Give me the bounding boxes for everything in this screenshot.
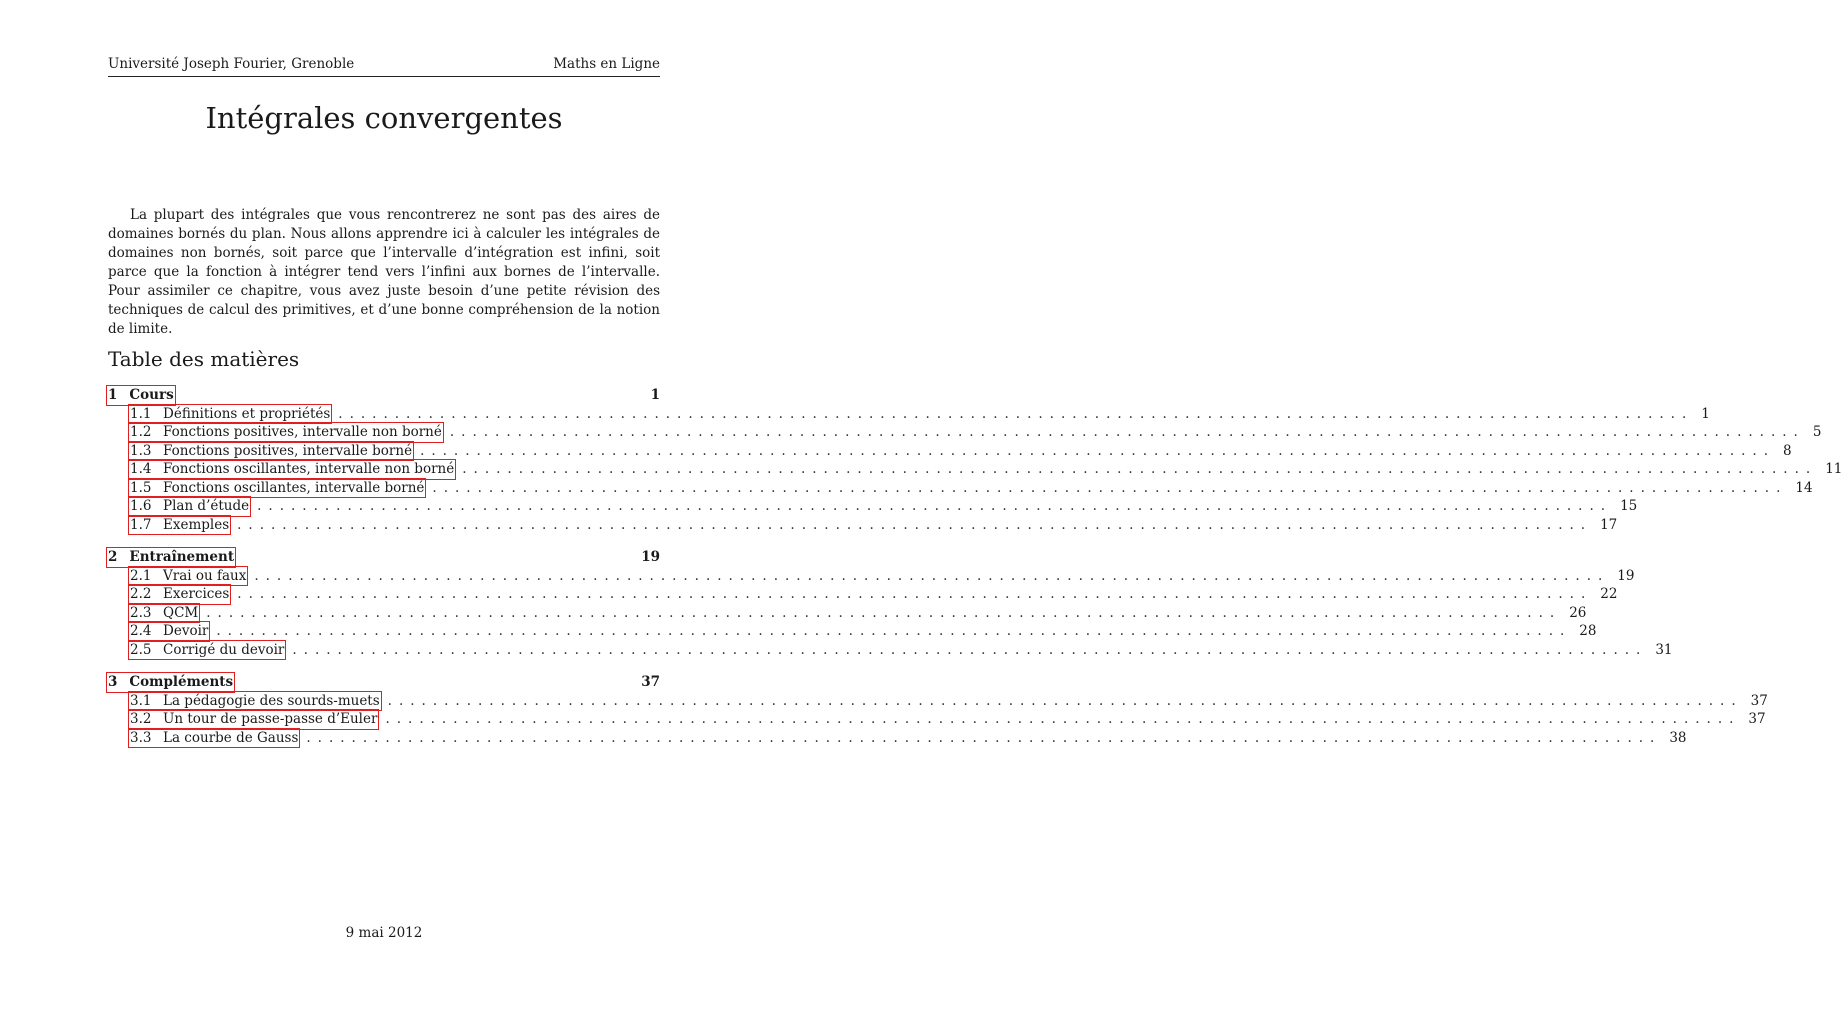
toc-entry-number: 2.3 [130, 604, 152, 621]
toc-entry [108, 422, 1822, 441]
toc-entry [108, 515, 1618, 534]
toc-entry-page: 22 [1600, 586, 1618, 602]
toc-entry-page: 8 [1783, 442, 1792, 459]
toc-entry-page: 1 [1701, 405, 1710, 422]
toc-entry-page: 28 [1579, 623, 1597, 639]
toc-section-link[interactable] [106, 385, 176, 406]
toc-section [108, 672, 1768, 746]
toc-entry-title: Devoir [163, 623, 209, 639]
toc-section-title: Entraînement [129, 549, 235, 565]
toc-dot-leader: ........................................................................................................................ [420, 442, 1776, 459]
toc-entry-page: 15 [1620, 498, 1638, 514]
toc-entry [108, 728, 1687, 747]
toc-entry [108, 566, 1635, 585]
toc-entry-link[interactable] [128, 603, 200, 624]
toc-section-link[interactable] [106, 672, 235, 693]
toc-section-title: Cours [129, 387, 174, 403]
toc-entry [108, 478, 1813, 497]
toc-entry-title: Exercices [163, 586, 230, 602]
toc-entry [108, 584, 1618, 603]
toc-entry-title: Corrigé du devoir [163, 641, 285, 658]
toc-entry-number: 1.6 [130, 498, 152, 514]
toc-section-row [108, 547, 660, 566]
running-header [108, 55, 660, 73]
toc-entry-page: 37 [1750, 692, 1768, 709]
toc-dot-leader: ........................................................................................................................ [254, 567, 1610, 584]
toc-entry [108, 603, 1587, 622]
toc-dot-leader: ........................................................................................................................ [462, 461, 1818, 477]
toc-entry-link[interactable] [128, 496, 251, 517]
toc-dot-leader: ........................................................................................................................ [216, 623, 1572, 639]
toc-entry-number: 1.4 [130, 461, 152, 477]
toc-entry-link[interactable] [128, 691, 382, 712]
toc-dot-leader: ........................................................................................................................ [237, 516, 1593, 533]
toc-entry-link[interactable] [128, 621, 210, 642]
footer-date: 9 mai 2012 [345, 925, 423, 941]
toc-entry-number: 3.2 [130, 711, 152, 727]
toc-entry-page: 26 [1569, 604, 1587, 621]
toc-entry-number: 1.7 [130, 516, 152, 533]
toc-entry-title: QCM [163, 604, 199, 621]
header-course: Maths en Ligne [553, 56, 660, 72]
toc-entry-page: 37 [1748, 711, 1766, 727]
toc-entry-link[interactable] [128, 404, 332, 425]
toc-entry [108, 640, 1673, 659]
toc-entry-page: 19 [1617, 567, 1635, 584]
toc-entry-link[interactable] [128, 515, 231, 536]
toc-dot-leader: ........................................................................................................................ [292, 641, 1648, 658]
toc-section-row [108, 385, 660, 404]
toc-entry [108, 621, 1597, 640]
toc-entry-link[interactable] [128, 640, 286, 661]
toc-dot-leader: ........................................................................................................................ [237, 586, 1593, 602]
toc-entry-link[interactable] [128, 566, 248, 587]
toc-entry-title: Un tour de passe-passe d’Euler [163, 711, 378, 727]
toc-entry-page: 11 [1825, 461, 1842, 477]
toc-entry-number: 2.2 [130, 586, 152, 602]
toc-entry-title: La courbe de Gauss [163, 729, 299, 746]
toc-entry-link[interactable] [128, 728, 300, 749]
toc-entry-title: Fonctions positives, intervalle borné [163, 442, 413, 459]
toc-section-row [108, 672, 660, 691]
toc-entry-number: 1.5 [130, 479, 152, 496]
toc-entry-title: Vrai ou faux [163, 567, 247, 584]
toc-entry-number: 3.1 [130, 692, 152, 709]
toc-entry-link[interactable] [128, 478, 426, 499]
toc-entry-link[interactable] [128, 441, 414, 462]
toc-entry-number: 2.1 [130, 567, 152, 584]
toc-entry [108, 441, 1792, 460]
toc-entry-page: 17 [1600, 516, 1618, 533]
toc-entry-title: Fonctions positives, intervalle non borné [163, 424, 442, 440]
toc-section-number: 2 [108, 549, 118, 565]
toc-entry-link[interactable] [128, 459, 456, 480]
toc-section-page: 19 [641, 549, 660, 565]
document-title: Intégrales convergentes [205, 101, 563, 135]
toc-section-link[interactable] [106, 547, 236, 568]
toc-entry-title: Plan d’étude [163, 498, 250, 514]
toc-dot-leader: ........................................................................................................................ [432, 479, 1788, 496]
toc-entry-number: 1.2 [130, 424, 152, 440]
toc-dot-leader: ........................................................................................................................ [257, 498, 1613, 514]
toc-entry-number: 3.3 [130, 729, 152, 746]
toc-dot-leader: ........................................................................................................................ [206, 604, 1562, 621]
toc-entry-page: 5 [1812, 424, 1822, 440]
toc-entry-title: La pédagogie des sourds-muets [163, 692, 380, 709]
toc-entry [108, 709, 1766, 728]
toc-entry-title: Fonctions oscillantes, intervalle non borné [163, 461, 455, 477]
toc-entry [108, 404, 1710, 423]
toc-section-number: 1 [108, 387, 118, 403]
table-of-contents [108, 385, 1842, 760]
toc-dot-leader: ........................................................................................................................ [338, 405, 1694, 422]
toc-entry-title: Fonctions oscillantes, intervalle borné [163, 479, 425, 496]
header-institution: Université Joseph Fourier, Grenoble [108, 56, 355, 72]
toc-dot-leader: ........................................................................................................................ [387, 692, 1743, 709]
toc-entry-title: Exemples [163, 516, 230, 533]
toc-entry-number: 1.1 [130, 405, 152, 422]
toc-entry-page: 31 [1655, 641, 1673, 658]
toc-entry-number: 2.4 [130, 623, 152, 639]
toc-entry [108, 496, 1638, 515]
toc-entry-number: 1.3 [130, 442, 152, 459]
toc-entry [108, 459, 1842, 478]
toc-entry [108, 691, 1768, 710]
toc-entry-link[interactable] [128, 584, 231, 605]
toc-entry-page: 38 [1669, 729, 1687, 746]
toc-entry-number: 2.5 [130, 641, 152, 658]
toc-dot-leader: ........................................................................................................................ [306, 729, 1662, 746]
toc-section-title: Compléments [129, 674, 234, 690]
toc-dot-leader: ........................................................................................................................ [385, 711, 1741, 727]
toc-dot-leader: ........................................................................................................................ [449, 424, 1805, 440]
header-rule [108, 76, 660, 77]
toc-section [108, 385, 1842, 533]
toc-heading: Table des matières [108, 347, 300, 371]
toc-entry-title: Définitions et propriétés [163, 405, 331, 422]
toc-section-number: 3 [108, 674, 118, 690]
toc-section-page: 37 [641, 674, 660, 690]
toc-entry-link[interactable] [128, 709, 379, 730]
toc-entry-link[interactable] [128, 422, 444, 443]
toc-section-page: 1 [650, 387, 660, 403]
toc-entry-page: 14 [1795, 479, 1813, 496]
toc-section [108, 547, 1673, 658]
abstract-paragraph: La plupart des intégrales que vous rencontrerez ne sont pas des aires de domaines bornés du plan. Nous allons apprendre ici à calculer les intégrales de domaines non bornés, soit parce que l’intervalle d’intégration est infini, soit parce que la fonction à intégrer tend vers l’infini aux bornes de l’intervalle. Pour assimiler ce chapitre, vous avez juste besoin d’une petite révision des techniques de calcul des primitives, et d’une bonne compréhension de la notion de limite. [108, 207, 660, 337]
